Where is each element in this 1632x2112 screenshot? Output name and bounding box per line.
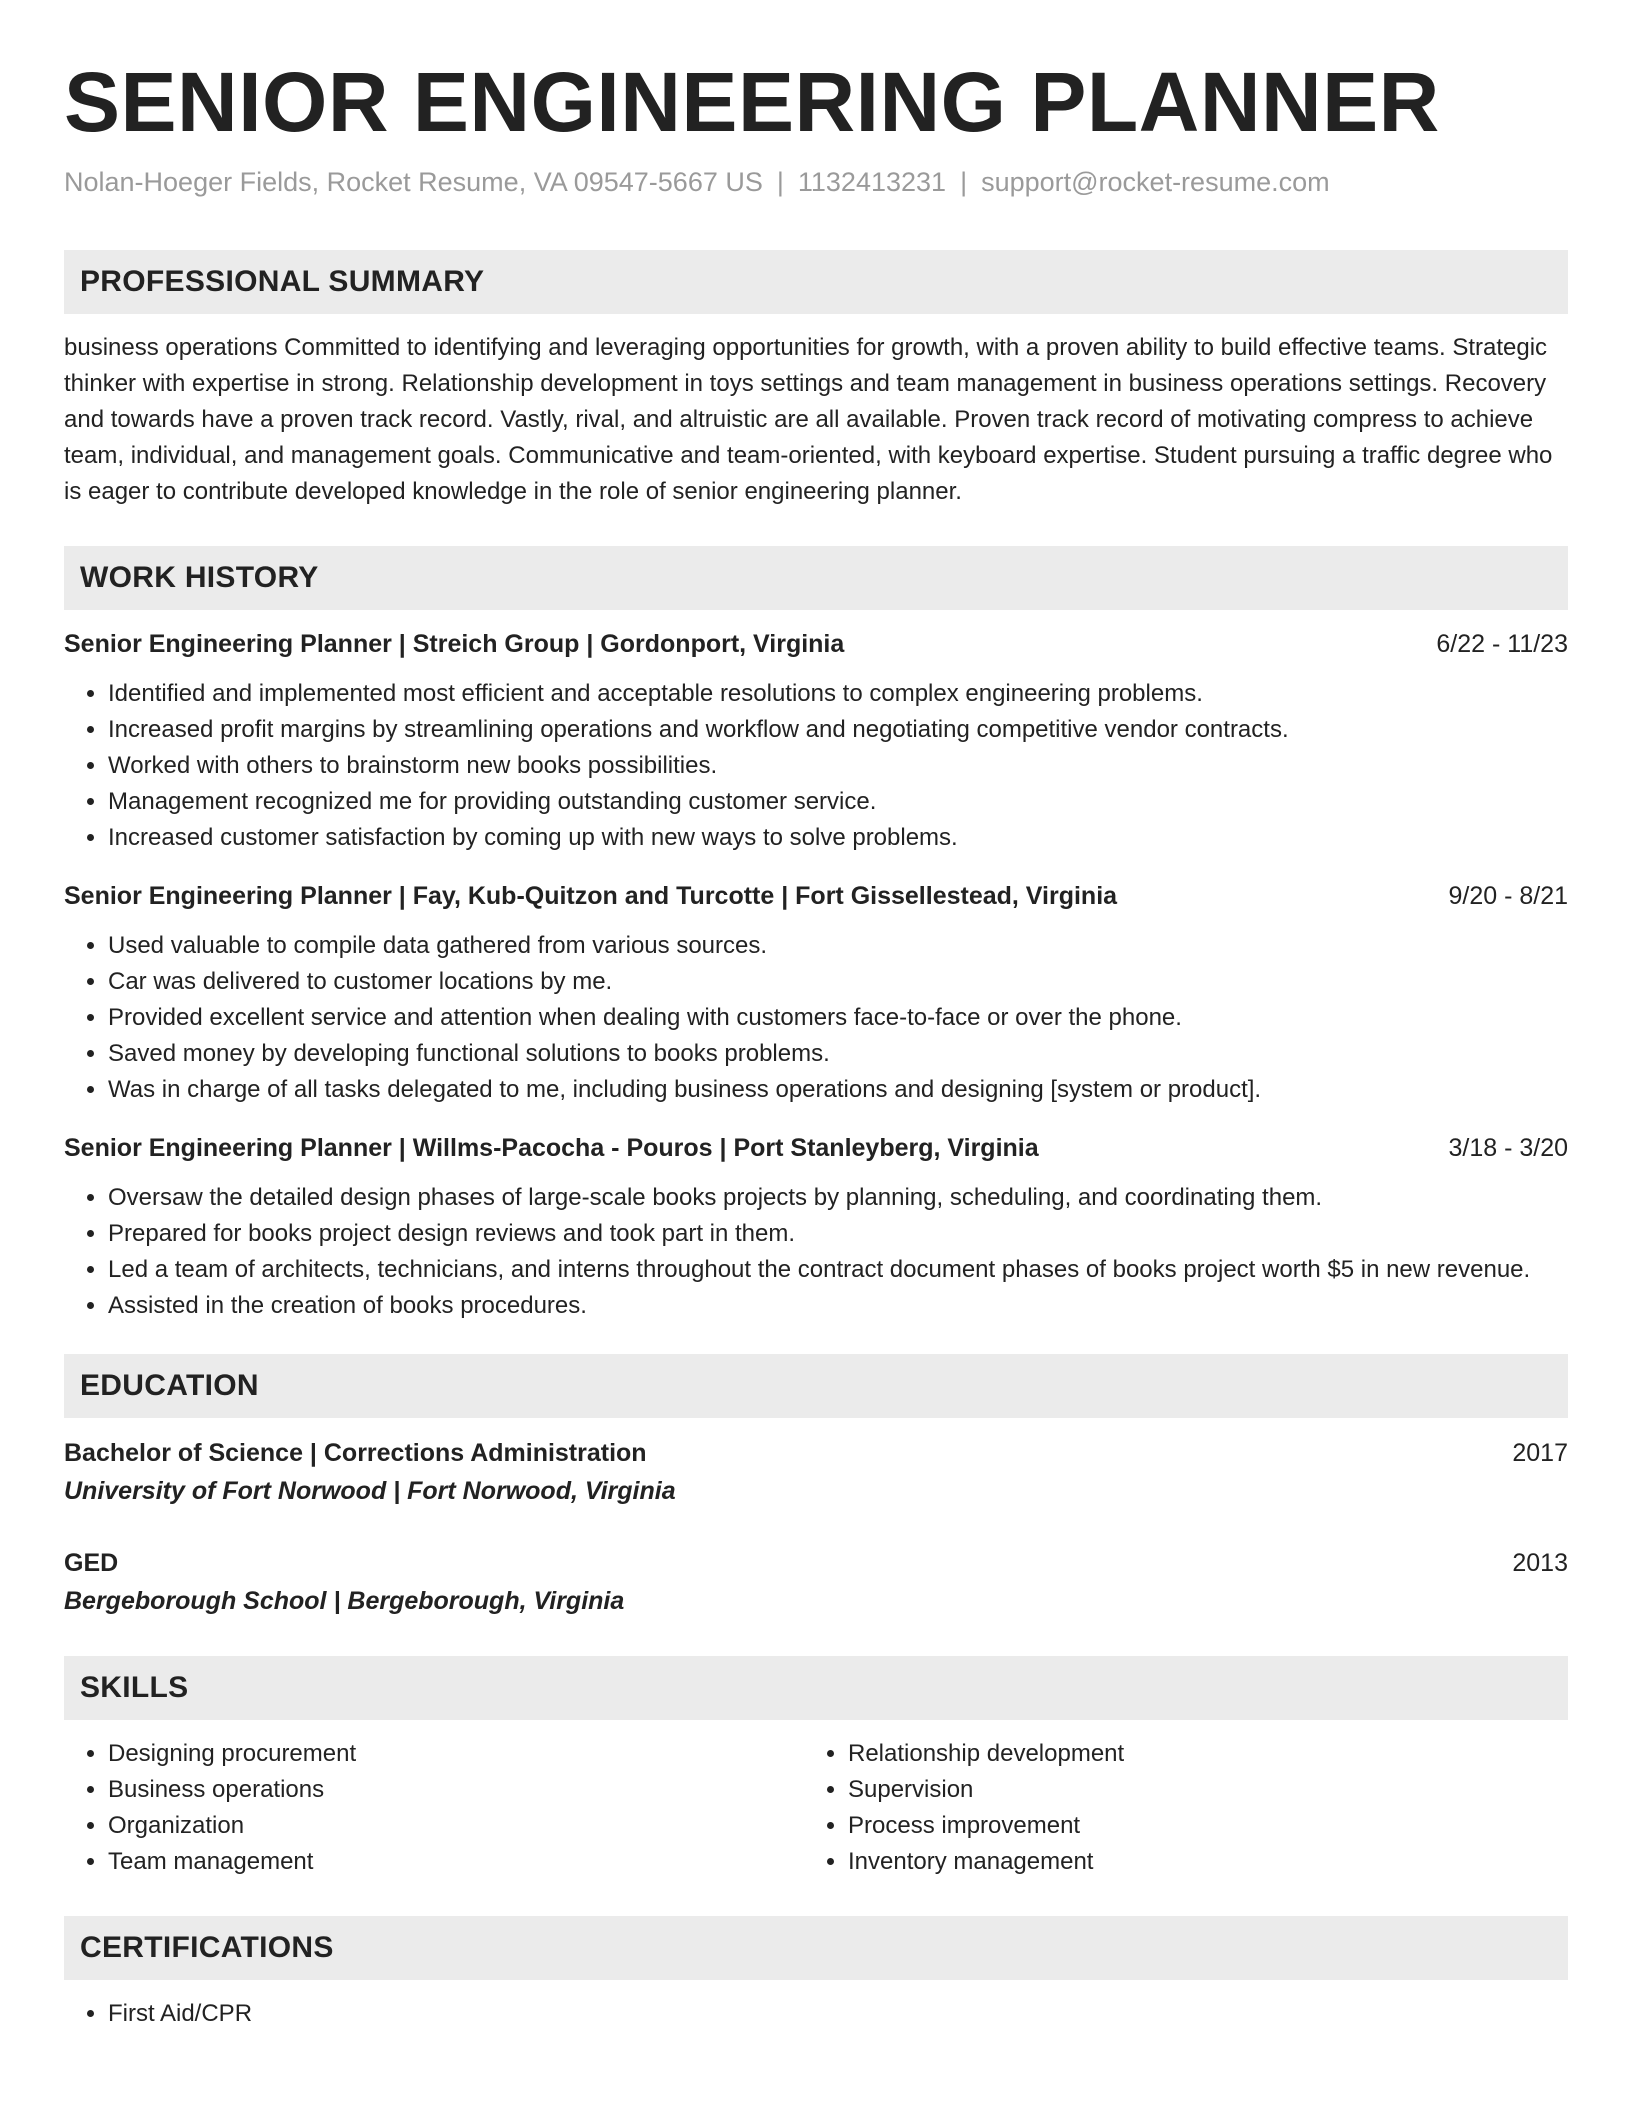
job-dates: 3/18 - 3/20 [1448, 1134, 1568, 1162]
job-bullet: • Was in charge of all tasks delegated to me, including business operations and designing [system or product]. [108, 1072, 1568, 1108]
contact-separator: | [960, 167, 968, 197]
skill-item: • Team management [108, 1844, 804, 1880]
job-title: Senior Engineering Planner | Willms-Pacocha - Pouros | Port Stanleyberg, Virginia [64, 1134, 1039, 1162]
certification-item: • First Aid/CPR [108, 1996, 1568, 2032]
education-entry [64, 1434, 1568, 1510]
skill-item: • Process improvement [848, 1808, 1544, 1844]
job-heading-line [64, 878, 1568, 914]
education-degree: GED [64, 1549, 119, 1577]
job-heading-line [64, 1130, 1568, 1166]
job-entry [64, 626, 1568, 856]
education-entry [64, 1544, 1568, 1620]
job-bullet: • Prepared for books project design reviews and took part in them. [108, 1216, 1568, 1252]
section-header-certifications: CERTIFICATIONS [64, 1916, 1568, 1980]
job-dates: 6/22 - 11/23 [1436, 630, 1568, 658]
contact-separator: | [776, 167, 784, 197]
skill-item: • Supervision [848, 1772, 1544, 1808]
resume-title: SENIOR ENGINEERING PLANNER [64, 55, 1440, 149]
contact-email: support@rocket-resume.com [981, 167, 1330, 197]
job-bullets [64, 1180, 1568, 1324]
job-bullet: • Saved money by developing functional solutions to books problems. [108, 1036, 1568, 1072]
job-bullet: • Led a team of architects, technicians, and interns throughout the contract document phases of books project worth $5 in new revenue. [108, 1252, 1568, 1288]
skills-column-right [804, 1736, 1544, 1880]
education-year: 2017 [1512, 1439, 1568, 1467]
education-year: 2013 [1512, 1549, 1568, 1577]
contact-address: Nolan-Hoeger Fields, Rocket Resume, VA 09547-5667 US [64, 167, 763, 197]
job-dates: 9/20 - 8/21 [1448, 882, 1568, 910]
job-bullet: • Increased customer satisfaction by coming up with new ways to solve problems. [108, 820, 1568, 856]
education-heading-line [64, 1434, 1568, 1472]
skills-column-left [64, 1736, 804, 1880]
job-bullet: • Increased profit margins by streamlining operations and workflow and negotiating competitive vendor contracts. [108, 712, 1568, 748]
section-header-summary: PROFESSIONAL SUMMARY [64, 250, 1568, 314]
section-header-skills: SKILLS [64, 1656, 1568, 1720]
job-heading-line [64, 626, 1568, 662]
job-entry [64, 1130, 1568, 1324]
job-bullet: • Assisted in the creation of books procedures. [108, 1288, 1568, 1324]
job-title: Senior Engineering Planner | Fay, Kub-Quitzon and Turcotte | Fort Gissellestead, Virginia [64, 882, 1118, 910]
education-heading-line [64, 1544, 1568, 1582]
job-bullet: • Car was delivered to customer locations by me. [108, 964, 1568, 1000]
education-degree: Bachelor of Science | Corrections Administration [64, 1439, 647, 1467]
job-bullet: • Management recognized me for providing outstanding customer service. [108, 784, 1568, 820]
skill-item: • Inventory management [848, 1844, 1544, 1880]
contact-line [64, 164, 1568, 200]
job-bullet: • Oversaw the detailed design phases of large-scale books projects by planning, scheduling, and coordinating them. [108, 1180, 1568, 1216]
skills-grid [64, 1736, 1568, 1880]
skill-item: • Relationship development [848, 1736, 1544, 1772]
job-entry [64, 878, 1568, 1108]
contact-phone: 1132413231 [797, 167, 947, 197]
job-bullets [64, 676, 1568, 856]
skill-item: • Business operations [108, 1772, 804, 1808]
job-title: Senior Engineering Planner | Streich Group | Gordonport, Virginia [64, 630, 845, 658]
skill-item: • Organization [108, 1808, 804, 1844]
education-school: University of Fort Norwood | Fort Norwood, Virginia [64, 1477, 676, 1505]
summary-text: business operations Committed to identifying and leveraging opportunities for growth, with a proven ability to build effective teams. Strategic thinker with expertise in strong. Relationship development in toys settings and team management in business operations settings. Recovery and towards have a proven track record. Vastly, rival, and altruistic are all available. Proven track record of motivating compress to achieve team, individual, and management goals. Communicative and team-oriented, with keyboard expertise. Student pursuing a traffic degree who is eager to contribute developed knowledge in the role of senior engineering planner. [64, 334, 1553, 505]
certifications-list [64, 1996, 1568, 2032]
skill-item: • Designing procurement [108, 1736, 804, 1772]
section-header-education: EDUCATION [64, 1354, 1568, 1418]
job-bullet: • Worked with others to brainstorm new books possibilities. [108, 748, 1568, 784]
education-school: Bergeborough School | Bergeborough, Virginia [64, 1587, 625, 1615]
job-bullets [64, 928, 1568, 1108]
job-bullet: • Identified and implemented most efficient and acceptable resolutions to complex engineering problems. [108, 676, 1568, 712]
job-bullet: • Used valuable to compile data gathered from various sources. [108, 928, 1568, 964]
section-header-work-history: WORK HISTORY [64, 546, 1568, 610]
job-bullet: • Provided excellent service and attention when dealing with customers face-to-face or over the phone. [108, 1000, 1568, 1036]
